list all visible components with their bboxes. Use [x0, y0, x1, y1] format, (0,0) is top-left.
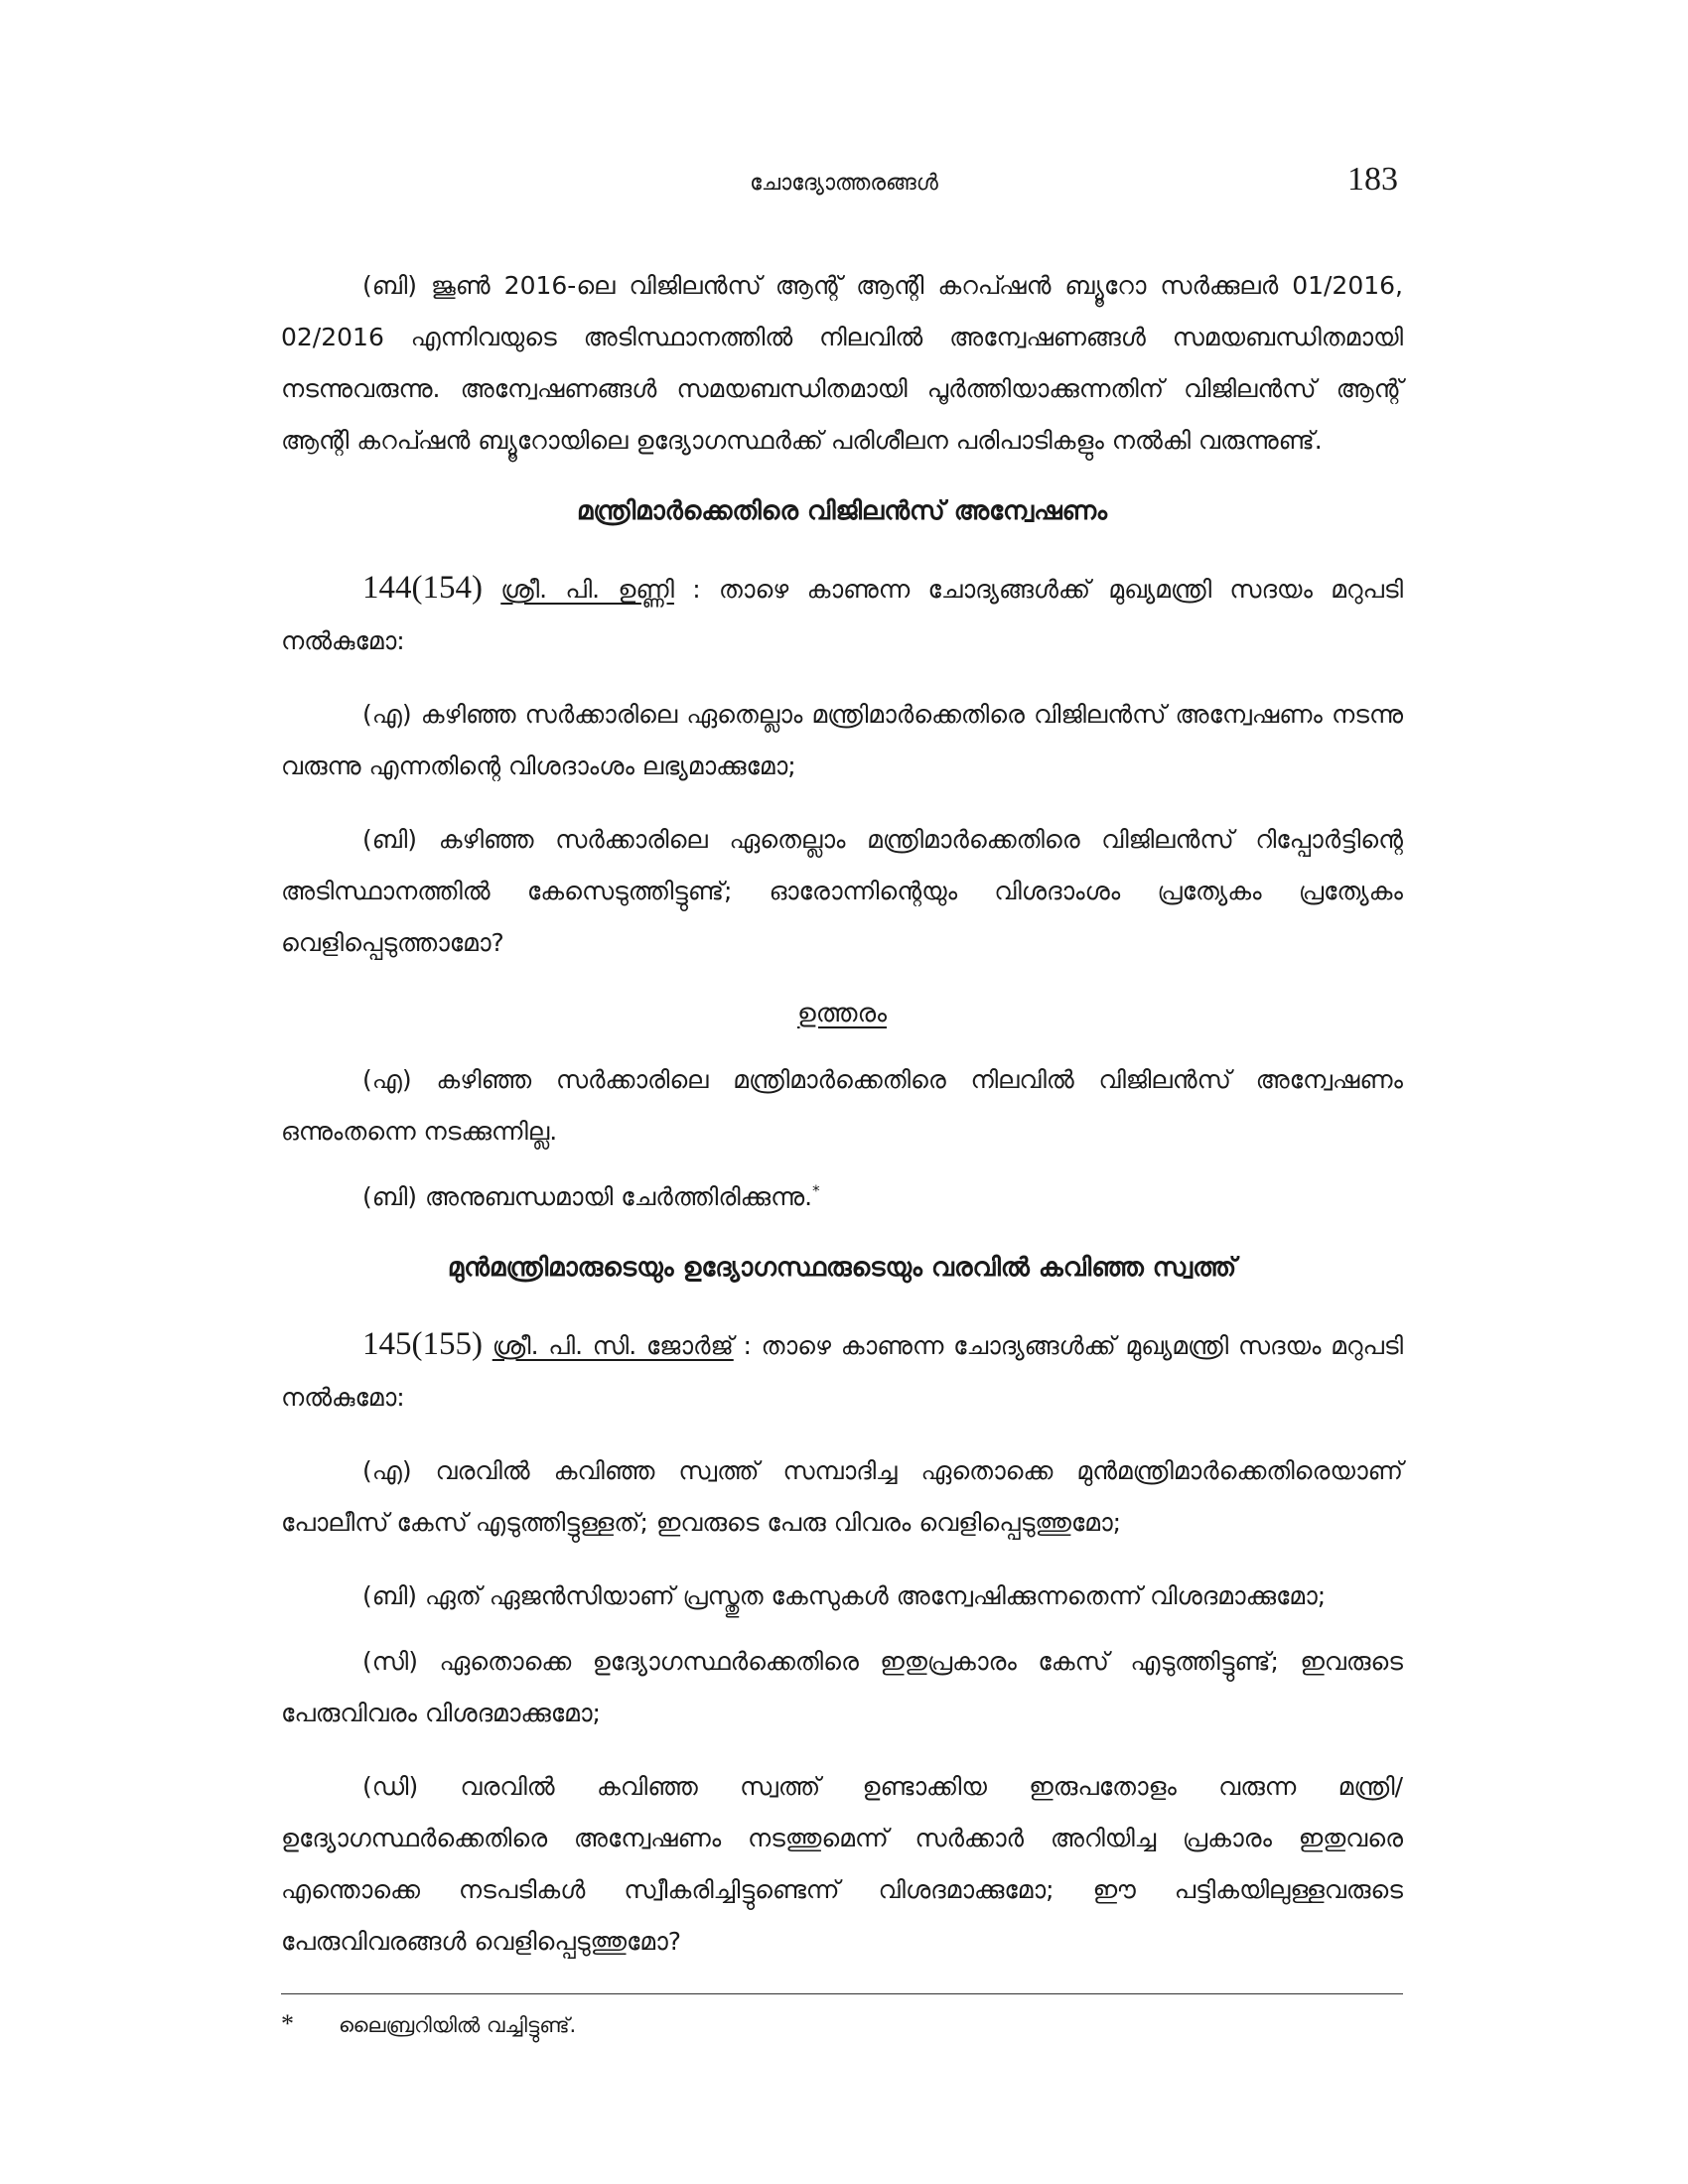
- question-number: 145(155): [362, 1326, 483, 1362]
- footnote-mark: *: [281, 2009, 294, 2038]
- page-body: [281, 260, 1403, 1989]
- page-number: 183: [1347, 161, 1398, 198]
- answer-heading-text: ഉത്തരം: [797, 999, 887, 1028]
- answer-paragraph-b-continued: (ബി) ജൂൺ 2016-ലെ വിജിലൻസ് ആന്റ് ആന്റി കറപ്ഷൻ ബ്യൂറോ സർക്കുലർ 01/2016, 02/2016 എന്നിവയുടെ അടിസ്ഥാനത്തിൽ നിലവിൽ അന്വേഷണങ്ങൾ സമയബന്ധിതമായി നടന്നുവരുന്നു. അന്വേഷണങ്ങൾ സമയബന്ധിതമായി പൂർത്തിയാക്കുന്നതിന് വിജിലൻസ് ആന്റ് ആന്റി കറപ്ഷൻ ബ്യൂറോയിലെ ഉദ്യോഗസ്ഥർക്ക് പരിശീലന പരിപാടികളും നൽകി വരുന്നുണ്ട്.: [281, 271, 1403, 455]
- question-item-b: (ബി) ഏത് ഏജൻസിയാണ് പ്രസ്തുത കേസുകൾ അന്വേഷിക്കുന്നതെന്ന് വിശദമാക്കുമോ;: [362, 1581, 1327, 1610]
- member-name: ശ്രീ. പി. സി. ജോർജ്: [492, 1331, 734, 1360]
- question-intro-text: : താഴെ കാണുന്ന ചോദ്യങ്ങൾക്ക് മുഖ്യമന്ത്രി സദയം മറുപടി നൽകുമോ:: [281, 575, 1403, 655]
- footnote-text: ലൈബ്രറിയിൽ വച്ചിട്ടുണ്ട്.: [339, 2013, 577, 2037]
- running-title: ചോദ്യോത്തരങ്ങൾ: [750, 171, 938, 196]
- footnote-divider: [281, 1993, 1403, 1994]
- question-number: 144(154): [362, 570, 483, 606]
- question-item-b: (ബി) കഴിഞ്ഞ സർക്കാരിലെ ഏതെല്ലാം മന്ത്രിമാർക്കെതിരെ വിജിലൻസ് റിപ്പോർട്ടിന്റെ അടിസ്ഥാനത്തിൽ കേസെടുത്തിട്ടുണ്ട്; ഓരോന്നിന്റെയും വിശദാംശം പ്രത്യേകം പ്രത്യേകം വെളിപ്പെടുത്താമോ?: [281, 825, 1403, 957]
- answer-item-a: (എ) കഴിഞ്ഞ സർക്കാരിലെ മന്ത്രിമാർക്കെതിരെ നിലവിൽ വിജിലൻസ് അന്വേഷണം ഒന്നുംതന്നെ നടക്കുന്നില്ല.: [281, 1065, 1403, 1146]
- question-item-a: (എ) വരവിൽ കവിഞ്ഞ സ്വത്ത് സമ്പാദിച്ച ഏതൊക്കെ മുൻമന്ത്രിമാർക്കെതിരെയാണ് പോലീസ് കേസ് എടുത്തിട്ടുള്ളത്; ഇവരുടെ പേരു വിവരം വെളിപ്പെടുത്തുമോ;: [281, 1456, 1403, 1537]
- page-header: [0, 161, 1688, 206]
- footnote: [281, 2009, 1403, 2039]
- question-intro-145: [281, 1318, 1403, 1424]
- answer-heading: [281, 991, 1403, 1036]
- member-name: ശ്രീ. പി. ഉണ്ണി: [500, 575, 674, 604]
- question-item-a: (എ) കഴിഞ്ഞ സർക്കാരിലെ ഏതെല്ലാം മന്ത്രിമാർക്കെതിരെ വിജിലൻസ് അന്വേഷണം നടന്നു വരുന്നു എന്നതിന്റെ വിശദാംശം ലഭ്യമാക്കുമോ;: [281, 700, 1403, 780]
- question-intro-text: : താഴെ കാണുന്ന ചോദ്യങ്ങൾക്ക് മുഖ്യമന്ത്രി സദയം മറുപടി നൽകുമോ:: [281, 1331, 1404, 1412]
- question-intro-144: [281, 562, 1403, 667]
- section-title-1: മന്ത്രിമാർക്കെതിരെ വിജിലൻസ് അന്വേഷണം: [576, 496, 1108, 526]
- answer-item-b-text: (ബി) അനുബന്ധമായി ചേർത്തിരിക്കുന്നു.: [362, 1182, 813, 1211]
- question-item-d: (ഡി) വരവിൽ കവിഞ്ഞ സ്വത്ത് ഉണ്ടാക്കിയ ഇരുപതോളം വരുന്ന മന്ത്രി/ ഉദ്യോഗസ്ഥർക്കെതിരെ അന്വേഷണം നടത്തുമെന്ന് സർക്കാർ അറിയിച്ച പ്രകാരം ഇതുവരെ എന്തൊക്കെ നടപടികൾ സ്വീകരിച്ചിട്ടുണ്ടെന്ന് വിശദമാക്കുമോ; ഈ പട്ടികയിലുള്ളവരുടെ പേരുവിവരങ്ങൾ വെളിപ്പെടുത്തുമോ?: [281, 1772, 1403, 1956]
- footnote-reference-mark: *: [812, 1181, 820, 1200]
- answer-item-b: [281, 1171, 1403, 1223]
- question-item-c: (സി) ഏതൊക്കെ ഉദ്യോഗസ്ഥർക്കെതിരെ ഇതുപ്രകാരം കേസ് എടുത്തിട്ടുണ്ട്; ഇവരുടെ പേരുവിവരം വിശദമാക്കുമോ;: [281, 1647, 1403, 1727]
- section-title-2: മുൻമന്ത്രിമാരുടെയും ഉദ്യോഗസ്ഥരുടെയും വരവിൽ കവിഞ്ഞ സ്വത്ത്: [447, 1253, 1237, 1283]
